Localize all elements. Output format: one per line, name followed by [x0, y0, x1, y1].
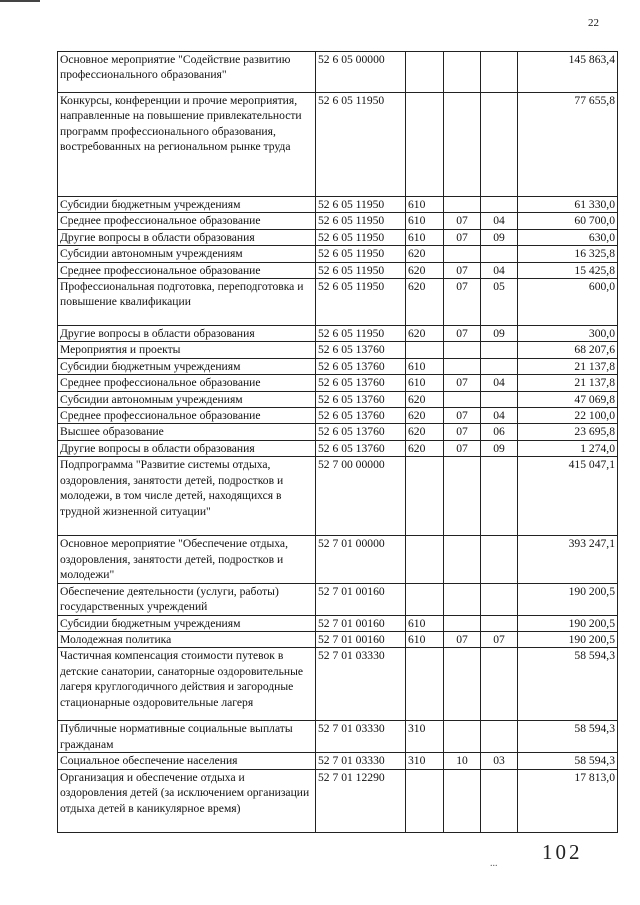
- row-amount: 21 137,8: [518, 375, 618, 391]
- row-expense-type: 610: [406, 197, 444, 213]
- row-name: Основное мероприятие "Содействие развитию профессионального образования": [58, 52, 316, 93]
- row-subsection: [481, 246, 518, 262]
- row-amount: 77 655,8: [518, 93, 618, 197]
- row-subsection: 04: [481, 213, 518, 229]
- row-subsection: [481, 583, 518, 615]
- row-name: Субсидии автономным учреждениям: [58, 391, 316, 407]
- table-row: [58, 229, 618, 245]
- budget-table: [57, 51, 618, 833]
- table-row: [58, 213, 618, 229]
- row-section: 07: [444, 408, 481, 424]
- row-subsection: 06: [481, 424, 518, 440]
- row-subsection: [481, 358, 518, 374]
- row-subsection: [481, 648, 518, 721]
- table-row: [58, 440, 618, 456]
- table-row: [58, 721, 618, 753]
- row-subsection: 09: [481, 229, 518, 245]
- row-name: Высшее образование: [58, 424, 316, 440]
- row-expense-type: [406, 457, 444, 536]
- row-code: 52 7 01 03330: [316, 648, 406, 721]
- row-subsection: 03: [481, 753, 518, 769]
- row-section: [444, 342, 481, 358]
- table-row: [58, 197, 618, 213]
- row-amount: 190 200,5: [518, 583, 618, 615]
- row-name: Публичные нормативные социальные выплаты гражданам: [58, 721, 316, 753]
- row-section: [444, 358, 481, 374]
- table-row: [58, 769, 618, 832]
- row-code: 52 6 05 13760: [316, 408, 406, 424]
- row-code: 52 7 01 00000: [316, 536, 406, 583]
- row-section: [444, 246, 481, 262]
- row-name: Среднее профессиональное образование: [58, 213, 316, 229]
- row-code: 52 7 01 00160: [316, 615, 406, 631]
- row-subsection: [481, 769, 518, 832]
- row-code: 52 7 01 00160: [316, 583, 406, 615]
- table-row: [58, 408, 618, 424]
- row-subsection: [481, 457, 518, 536]
- row-section: [444, 93, 481, 197]
- row-expense-type: 310: [406, 721, 444, 753]
- row-expense-type: 620: [406, 326, 444, 342]
- row-expense-type: [406, 93, 444, 197]
- row-name: Среднее профессиональное образование: [58, 375, 316, 391]
- row-code: 52 6 05 11950: [316, 262, 406, 278]
- row-code: 52 7 01 03330: [316, 753, 406, 769]
- table-row: [58, 583, 618, 615]
- row-expense-type: 620: [406, 408, 444, 424]
- table-row: [58, 93, 618, 197]
- row-amount: 17 813,0: [518, 769, 618, 832]
- row-name: Обеспечение деятельности (услуги, работы) государственных учреждений: [58, 583, 316, 615]
- row-amount: 47 069,8: [518, 391, 618, 407]
- row-section: [444, 648, 481, 721]
- row-expense-type: [406, 52, 444, 93]
- row-amount: 190 200,5: [518, 615, 618, 631]
- row-expense-type: 610: [406, 615, 444, 631]
- row-subsection: [481, 615, 518, 631]
- row-subsection: 04: [481, 375, 518, 391]
- row-name: Субсидии автономным учреждениям: [58, 246, 316, 262]
- table-row: [58, 326, 618, 342]
- budget-table-body: [58, 52, 618, 833]
- row-amount: 16 325,8: [518, 246, 618, 262]
- row-section: [444, 721, 481, 753]
- row-subsection: [481, 536, 518, 583]
- row-expense-type: 610: [406, 631, 444, 647]
- table-row: [58, 424, 618, 440]
- row-expense-type: [406, 342, 444, 358]
- row-subsection: [481, 52, 518, 93]
- row-name: Подпрограмма "Развитие системы отдыха, оздоровления, занятости детей, подростков и молодежи, в том числе детей, находящихся в трудной жизненной ситуации": [58, 457, 316, 536]
- row-section: 07: [444, 326, 481, 342]
- row-section: 07: [444, 440, 481, 456]
- row-amount: 1 274,0: [518, 440, 618, 456]
- table-row: [58, 457, 618, 536]
- row-amount: 630,0: [518, 229, 618, 245]
- row-section: 07: [444, 631, 481, 647]
- table-row: [58, 536, 618, 583]
- row-code: 52 6 05 13760: [316, 375, 406, 391]
- row-code: 52 6 05 13760: [316, 391, 406, 407]
- row-amount: 393 247,1: [518, 536, 618, 583]
- table-row: [58, 375, 618, 391]
- table-row: [58, 615, 618, 631]
- row-name: Субсидии бюджетным учреждениям: [58, 615, 316, 631]
- row-subsection: 04: [481, 408, 518, 424]
- row-name: Другие вопросы в области образования: [58, 440, 316, 456]
- row-amount: 415 047,1: [518, 457, 618, 536]
- table-row: [58, 648, 618, 721]
- row-name: Другие вопросы в области образования: [58, 229, 316, 245]
- row-code: 52 6 05 13760: [316, 424, 406, 440]
- row-section: 07: [444, 279, 481, 326]
- row-code: 52 6 05 13760: [316, 440, 406, 456]
- row-name: Субсидии бюджетным учреждениям: [58, 197, 316, 213]
- row-code: 52 6 05 00000: [316, 52, 406, 93]
- row-expense-type: [406, 583, 444, 615]
- row-code: 52 6 05 11950: [316, 246, 406, 262]
- row-amount: 58 594,3: [518, 648, 618, 721]
- row-expense-type: 610: [406, 375, 444, 391]
- row-amount: 145 863,4: [518, 52, 618, 93]
- row-expense-type: 620: [406, 391, 444, 407]
- row-amount: 300,0: [518, 326, 618, 342]
- table-row: [58, 279, 618, 326]
- row-expense-type: 310: [406, 753, 444, 769]
- row-expense-type: 610: [406, 213, 444, 229]
- row-name: Частичная компенсация стоимости путевок в детские санатории, санаторные оздоровительные лагеря круглогодичного действия и загородные стационарные оздоровительные лагеря: [58, 648, 316, 721]
- row-name: Молодежная политика: [58, 631, 316, 647]
- row-expense-type: [406, 769, 444, 832]
- row-code: 52 6 05 11950: [316, 229, 406, 245]
- row-name: Конкурсы, конференции и прочие мероприятия, направленные на повышение привлекательности программ профессионального образования, востребованных на региональном рынке труда: [58, 93, 316, 197]
- page-number: 22: [588, 17, 599, 29]
- row-section: [444, 615, 481, 631]
- table-row: [58, 342, 618, 358]
- row-subsection: [481, 721, 518, 753]
- row-amount: 61 330,0: [518, 197, 618, 213]
- scan-corner-mark: [0, 0, 40, 2]
- table-row: [58, 246, 618, 262]
- row-name: Основное мероприятие "Обеспечение отдыха, оздоровления, занятости детей, подростков и молодежи": [58, 536, 316, 583]
- row-section: 07: [444, 229, 481, 245]
- table-row: [58, 52, 618, 93]
- row-code: 52 7 01 03330: [316, 721, 406, 753]
- row-amount: 190 200,5: [518, 631, 618, 647]
- row-expense-type: 610: [406, 358, 444, 374]
- row-code: 52 6 05 11950: [316, 326, 406, 342]
- row-section: [444, 536, 481, 583]
- row-amount: 58 594,3: [518, 721, 618, 753]
- table-row: [58, 631, 618, 647]
- row-expense-type: 610: [406, 229, 444, 245]
- row-amount: 23 695,8: [518, 424, 618, 440]
- row-name: Организация и обеспечение отдыха и оздоровления детей (за исключением организации отдыха детей в каникулярное время): [58, 769, 316, 832]
- row-section: [444, 457, 481, 536]
- row-section: [444, 583, 481, 615]
- row-expense-type: 620: [406, 279, 444, 326]
- row-amount: 600,0: [518, 279, 618, 326]
- row-name: Мероприятия и проекты: [58, 342, 316, 358]
- row-subsection: [481, 391, 518, 407]
- row-amount: 60 700,0: [518, 213, 618, 229]
- row-code: 52 6 05 13760: [316, 358, 406, 374]
- row-section: 07: [444, 375, 481, 391]
- row-expense-type: 620: [406, 424, 444, 440]
- row-amount: 21 137,8: [518, 358, 618, 374]
- row-expense-type: [406, 536, 444, 583]
- footer-dashes: ...: [490, 858, 498, 869]
- table-row: [58, 358, 618, 374]
- row-code: 52 6 05 13760: [316, 342, 406, 358]
- row-subsection: [481, 342, 518, 358]
- row-amount: 22 100,0: [518, 408, 618, 424]
- row-name: Профессиональная подготовка, переподготовка и повышение квалификации: [58, 279, 316, 326]
- row-code: 52 6 05 11950: [316, 213, 406, 229]
- row-subsection: 05: [481, 279, 518, 326]
- row-subsection: 09: [481, 440, 518, 456]
- row-expense-type: 620: [406, 262, 444, 278]
- stamp-number: 102: [542, 840, 583, 864]
- row-code: 52 6 05 11950: [316, 197, 406, 213]
- row-expense-type: [406, 648, 444, 721]
- row-section: [444, 52, 481, 93]
- row-expense-type: 620: [406, 246, 444, 262]
- row-code: 52 6 05 11950: [316, 279, 406, 326]
- row-name: Другие вопросы в области образования: [58, 326, 316, 342]
- row-code: 52 7 01 00160: [316, 631, 406, 647]
- table-row: [58, 391, 618, 407]
- row-amount: 58 594,3: [518, 753, 618, 769]
- row-name: Социальное обеспечение населения: [58, 753, 316, 769]
- row-name: Среднее профессиональное образование: [58, 262, 316, 278]
- row-section: [444, 197, 481, 213]
- row-subsection: 04: [481, 262, 518, 278]
- row-subsection: 09: [481, 326, 518, 342]
- row-expense-type: 620: [406, 440, 444, 456]
- row-name: Субсидии бюджетным учреждениям: [58, 358, 316, 374]
- row-amount: 68 207,6: [518, 342, 618, 358]
- row-section: [444, 769, 481, 832]
- row-subsection: 07: [481, 631, 518, 647]
- row-subsection: [481, 93, 518, 197]
- row-section: 07: [444, 424, 481, 440]
- row-section: 07: [444, 262, 481, 278]
- row-code: 52 7 01 12290: [316, 769, 406, 832]
- row-name: Среднее профессиональное образование: [58, 408, 316, 424]
- row-code: 52 6 05 11950: [316, 93, 406, 197]
- row-section: [444, 391, 481, 407]
- row-section: 07: [444, 213, 481, 229]
- table-row: [58, 262, 618, 278]
- row-section: 10: [444, 753, 481, 769]
- row-code: 52 7 00 00000: [316, 457, 406, 536]
- table-row: [58, 753, 618, 769]
- row-subsection: [481, 197, 518, 213]
- row-amount: 15 425,8: [518, 262, 618, 278]
